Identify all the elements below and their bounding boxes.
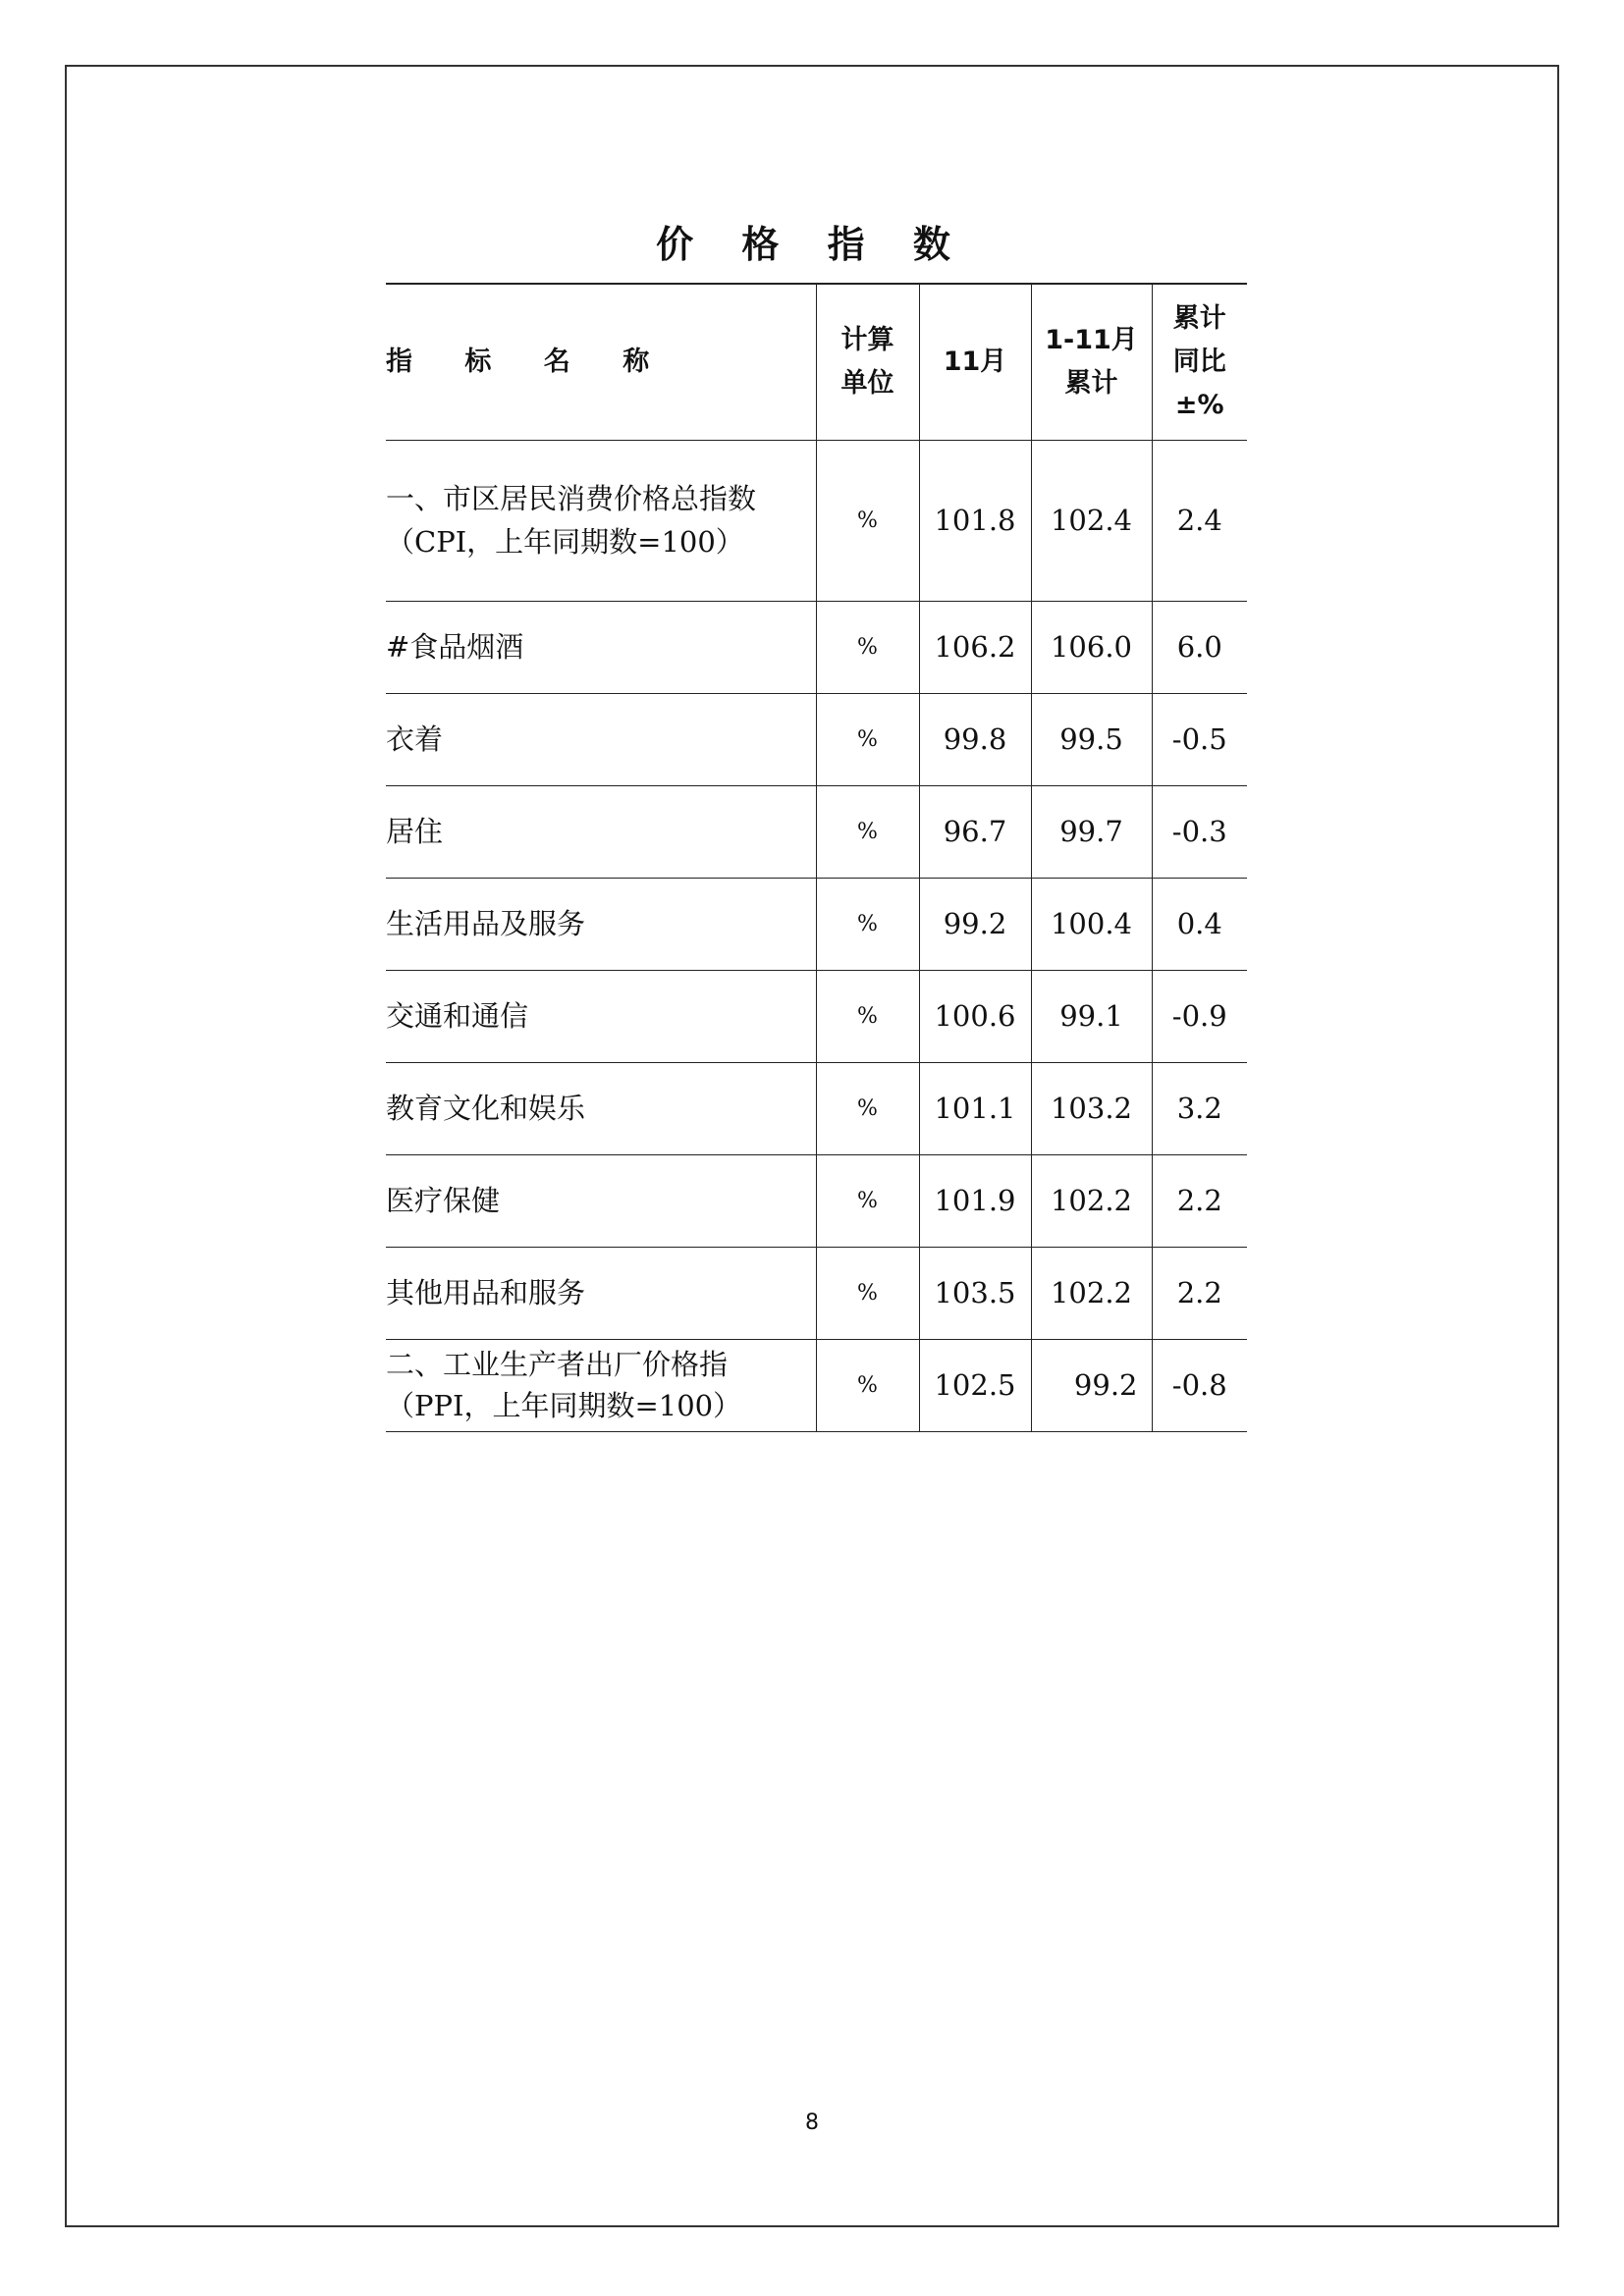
row-cumulative: 99.2 [1031,1339,1152,1431]
row-month: 101.8 [919,440,1031,601]
row-name [386,1339,816,1431]
row-name: #食品烟酒 [386,601,816,693]
row-cumulative: 102.4 [1031,440,1152,601]
row-yoy: 2.4 [1152,440,1247,601]
page-number: 8 [805,2110,819,2135]
row-month: 96.7 [919,785,1031,878]
table-row [386,1062,1247,1154]
row-cumulative: 103.2 [1031,1062,1152,1154]
row-yoy: -0.3 [1152,785,1247,878]
row-name: 居住 [386,785,816,878]
header-indicator-name: 指 标 名 称 [386,284,816,440]
row-cumulative: 102.2 [1031,1154,1152,1247]
table-row [386,1339,1247,1431]
row-name: 衣着 [386,693,816,785]
price-index-table [386,283,1247,1432]
header-unit-line1: 计算 [840,324,894,355]
row-unit: % [816,693,919,785]
row-name: 交通和通信 [386,970,816,1062]
row-unit: % [816,1339,919,1431]
row-cumulative: 99.5 [1031,693,1152,785]
table-row [386,1247,1247,1339]
header-month: 11月 [919,284,1031,440]
row-yoy: 2.2 [1152,1247,1247,1339]
row-name-line1: 一、市区居民消费价格总指数 [386,482,757,515]
header-yoy [1152,284,1247,440]
row-name [386,440,816,601]
row-yoy: 6.0 [1152,601,1247,693]
row-unit: % [816,970,919,1062]
row-month: 99.8 [919,693,1031,785]
header-cumulative [1031,284,1152,440]
row-unit: % [816,440,919,601]
row-name: 医疗保健 [386,1154,816,1247]
row-month: 101.1 [919,1062,1031,1154]
table-row [386,601,1247,693]
row-cumulative: 99.1 [1031,970,1152,1062]
header-cum-line2: 累计 [1064,367,1118,399]
row-cumulative: 106.0 [1031,601,1152,693]
row-unit: % [816,1154,919,1247]
row-yoy: 3.2 [1152,1062,1247,1154]
row-name: 其他用品和服务 [386,1247,816,1339]
row-month: 103.5 [919,1247,1031,1339]
page-title: 价 格 指 数 [656,223,968,266]
row-yoy: -0.9 [1152,970,1247,1062]
row-yoy: -0.5 [1152,693,1247,785]
header-unit [816,284,919,440]
row-unit: % [816,1062,919,1154]
header-cum-line1: 1-11月 [1045,324,1138,355]
table-row [386,1154,1247,1247]
row-yoy: 2.2 [1152,1154,1247,1247]
row-name: 生活用品及服务 [386,878,816,970]
row-month: 100.6 [919,970,1031,1062]
row-month: 106.2 [919,601,1031,693]
table-row [386,693,1247,785]
header-unit-line2: 单位 [840,367,894,399]
table-row [386,878,1247,970]
row-month: 102.5 [919,1339,1031,1431]
header-yoy-line1: 累计 [1172,302,1226,334]
row-unit: % [816,1247,919,1339]
row-cumulative: 102.2 [1031,1247,1152,1339]
row-cumulative: 100.4 [1031,878,1152,970]
table-header-row [386,284,1247,440]
row-cumulative: 99.7 [1031,785,1152,878]
row-month: 99.2 [919,878,1031,970]
header-yoy-line2: 同比 [1172,346,1226,377]
row-name: 教育文化和娱乐 [386,1062,816,1154]
header-yoy-line3: ±% [1174,389,1224,420]
table-row [386,970,1247,1062]
row-name-line2: （CPI，上年同期数=100） [386,525,744,559]
row-unit: % [816,878,919,970]
row-yoy: -0.8 [1152,1339,1247,1431]
row-month: 101.9 [919,1154,1031,1247]
row-name-line2: （PPI，上年同期数=100） [386,1389,742,1422]
row-name-line1: 二、工业生产者出厂价格指 [386,1348,729,1381]
table-row [386,440,1247,601]
row-unit: % [816,601,919,693]
row-unit: % [816,785,919,878]
row-yoy: 0.4 [1152,878,1247,970]
table-row [386,785,1247,878]
